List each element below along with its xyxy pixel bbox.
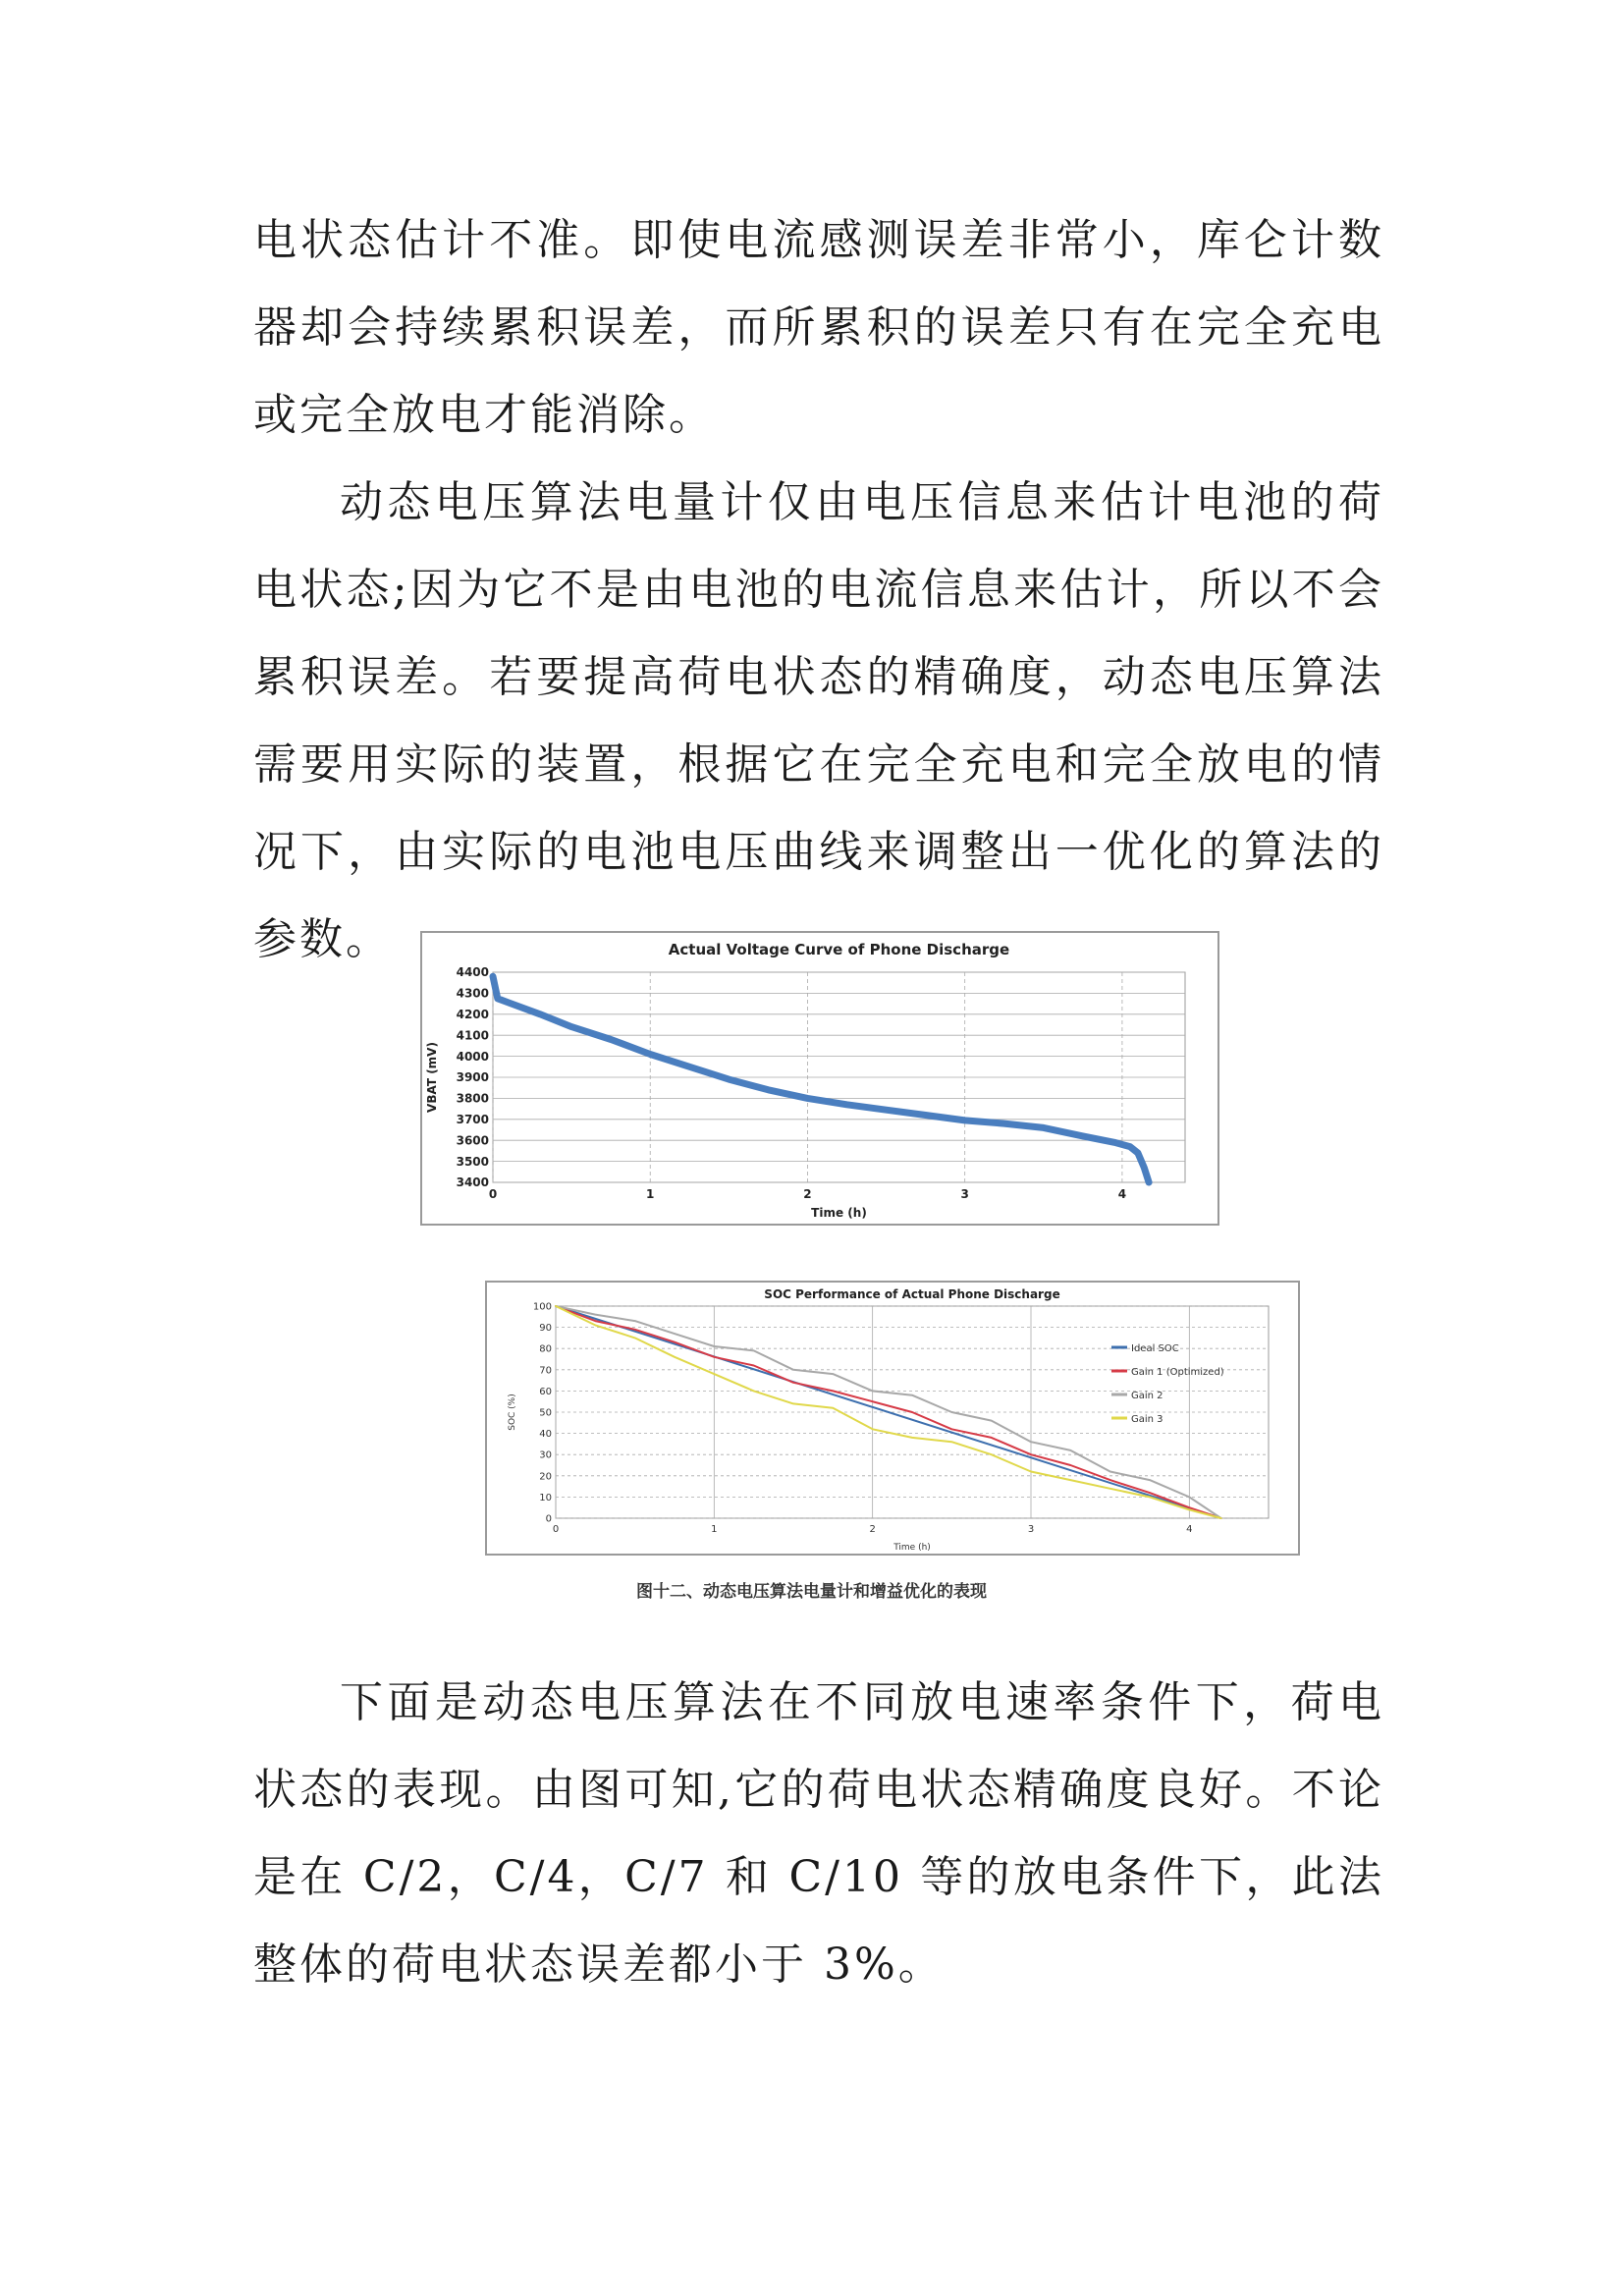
- y-tick-label: 60: [539, 1386, 552, 1397]
- y-tick-label: 3800: [456, 1091, 489, 1106]
- y-tick-label: 50: [539, 1407, 552, 1419]
- x-tick-label: 0: [552, 1524, 560, 1535]
- x-tick-label: 4: [1117, 1187, 1127, 1201]
- y-tick-label: 4100: [456, 1028, 489, 1043]
- y-tick-label: 20: [539, 1471, 552, 1483]
- y-tick-label: 0: [545, 1513, 552, 1525]
- y-tick-label: 4300: [456, 986, 489, 1001]
- y-tick-label: 80: [539, 1343, 552, 1355]
- x-tick-label: 3: [960, 1187, 969, 1201]
- paragraph-2: 动态电压算法电量计仅由电压信息来估计电池的荷电状态;因为它不是由电池的电流信息来估计，所以不会累积误差。若要提高荷电状态的精确度，动态电压算法需要用实际的装置，根据它在完全充电和完全放电的情况下，由实际的电池电压曲线来调整出一优化的算法的参数。: [253, 477, 1384, 964]
- y-tick-label: 100: [532, 1301, 552, 1313]
- x-axis-label: Time (h): [811, 1206, 867, 1220]
- x-tick-label: 2: [869, 1524, 876, 1535]
- paragraph-1: 电状态估计不准。即使电流感测误差非常小，库仑计数器却会持续累积误差，而所累积的误差只有在完全充电或完全放电才能消除。: [253, 215, 1384, 440]
- y-tick-label: 3400: [456, 1175, 489, 1190]
- y-tick-label: 4000: [456, 1049, 489, 1064]
- legend-label: Ideal SOC: [1131, 1343, 1179, 1354]
- y-tick-label: 3700: [456, 1113, 489, 1126]
- y-tick-label: 30: [539, 1449, 552, 1461]
- y-tick-label: 70: [539, 1365, 552, 1377]
- x-tick-label: 1: [646, 1187, 655, 1201]
- legend-label: Gain 2: [1131, 1391, 1163, 1401]
- chart-title: SOC Performance of Actual Phone Discharge: [764, 1287, 1060, 1301]
- x-tick-label: 1: [711, 1524, 718, 1535]
- y-tick-label: 90: [539, 1323, 552, 1335]
- y-axis-label: SOC (%): [508, 1394, 517, 1431]
- legend-label: Gain 1 (Optimized): [1131, 1367, 1224, 1378]
- y-tick-label: 4400: [456, 965, 489, 980]
- y-tick-label: 4200: [456, 1008, 489, 1021]
- y-tick-label: 3600: [456, 1133, 489, 1148]
- legend-label: Gain 3: [1131, 1414, 1163, 1425]
- x-tick-label: 2: [803, 1187, 812, 1201]
- soc-chart: [485, 1281, 1300, 1556]
- x-axis-label: Time (h): [893, 1543, 931, 1553]
- x-tick-label: 0: [488, 1187, 498, 1201]
- y-tick-label: 3900: [456, 1070, 489, 1085]
- y-tick-label: 10: [539, 1492, 552, 1503]
- x-tick-label: 4: [1186, 1524, 1193, 1535]
- chart-title: Actual Voltage Curve of Phone Discharge: [668, 941, 1010, 958]
- x-tick-label: 3: [1027, 1524, 1035, 1535]
- y-tick-label: 40: [539, 1429, 552, 1441]
- figure-caption: 图十二、动态电压算法电量计和增益优化的表现: [636, 1582, 987, 1602]
- voltage-chart: [420, 931, 1219, 1226]
- y-tick-label: 3500: [456, 1154, 489, 1169]
- voltage-chart-svg: [422, 933, 1217, 1224]
- y-axis-label: VBAT (mV): [425, 1042, 439, 1113]
- paragraph-3: 下面是动态电压算法在不同放电速率条件下，荷电状态的表现。由图可知,它的荷电状态精确度良好。不论是在 C/2，C/4，C/7 和 C/10 等的放电条件下，此法整体的荷电状态误差都小于 3%。: [253, 1677, 1384, 1990]
- soc-chart-svg: [487, 1283, 1298, 1554]
